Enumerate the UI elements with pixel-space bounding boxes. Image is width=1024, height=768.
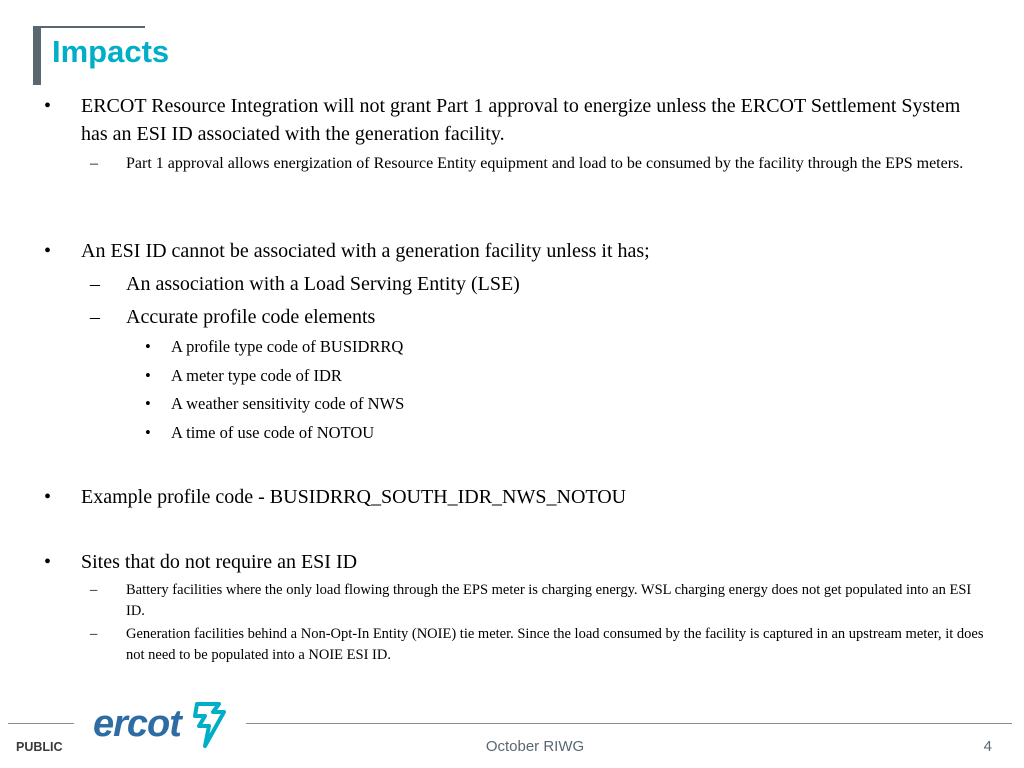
bullet-marker: • (145, 423, 151, 442)
subsub-bullet-text: A profile type code of BUSIDRRQ (171, 337, 404, 356)
ercot-logo-wordmark: ercot (93, 703, 181, 745)
sub-bullet-text: Part 1 approval allows energization of Resource Entity equipment and load to be consumed by the facility through the EPS meters. (126, 155, 964, 172)
footer-divider-right (246, 723, 1012, 724)
dash-marker: – (90, 273, 100, 295)
subsub-bullet-text: A meter type code of IDR (171, 366, 342, 385)
sub-bullet-text: Generation facilities behind a Non-Opt-In Entity (NOIE) tie meter. Since the load consumed by the facility is captured in an upstream meter, it does not need to be populated into a NOIE ESI ID. (126, 626, 984, 663)
dash-marker: – (90, 155, 98, 172)
footer-meeting-name: October RIWG (485, 738, 585, 755)
bullet-text: An ESI ID cannot be associated with a generation facility unless it has; (81, 240, 650, 262)
sub-bullet-item (90, 152, 986, 175)
sub-bullet-item (90, 303, 986, 331)
bullet-marker: • (44, 486, 52, 508)
sub-bullet-text: An association with a Load Serving Entity (LSE) (126, 273, 520, 295)
texas-bolt-icon (195, 704, 224, 746)
bullet-marker: • (44, 240, 52, 262)
bullet-item (44, 548, 981, 576)
subsub-bullet-item (145, 365, 342, 387)
bullet-text: ERCOT Resource Integration will not grant Part 1 approval to energize unless the ERCOT Settlement System has an ESI ID associated with the generation facility. (81, 95, 961, 145)
bullet-marker: • (44, 551, 52, 573)
ercot-logo (93, 700, 228, 750)
dash-marker: – (90, 626, 98, 642)
bullet-item (44, 237, 981, 265)
bullet-marker: • (145, 337, 151, 356)
dash-marker: – (90, 582, 98, 598)
bullet-marker: • (44, 95, 52, 117)
title-accent-line (33, 26, 145, 28)
bullet-item (44, 92, 981, 148)
subsub-bullet-item (145, 393, 405, 415)
sub-bullet-item (90, 624, 986, 666)
subsub-bullet-text: A weather sensitivity code of NWS (171, 394, 405, 413)
footer-divider-left (8, 723, 74, 724)
sub-bullet-text: Accurate profile code elements (126, 306, 376, 328)
bullet-text: Sites that do not require an ESI ID (81, 551, 358, 573)
bullet-item (44, 483, 981, 511)
subsub-bullet-item (145, 336, 404, 358)
bullet-text: Example profile code - BUSIDRRQ_SOUTH_IDR_NWS_NOTOU (81, 486, 627, 508)
dash-marker: – (90, 306, 100, 328)
bullet-marker: • (145, 394, 151, 413)
sub-bullet-item (90, 270, 986, 298)
classification-label: PUBLIC (16, 740, 63, 754)
subsub-bullet-item (145, 422, 375, 444)
page-number: 4 (983, 738, 992, 755)
slide-title: Impacts (52, 34, 170, 69)
bullet-marker: • (145, 366, 151, 385)
subsub-bullet-text: A time of use code of NOTOU (171, 423, 375, 442)
title-accent-bar (33, 28, 41, 85)
sub-bullet-item (90, 580, 986, 622)
sub-bullet-text: Battery facilities where the only load flowing through the EPS meter is charging energy. WSL charging energy does not get populated into an ESI ID. (126, 582, 972, 619)
